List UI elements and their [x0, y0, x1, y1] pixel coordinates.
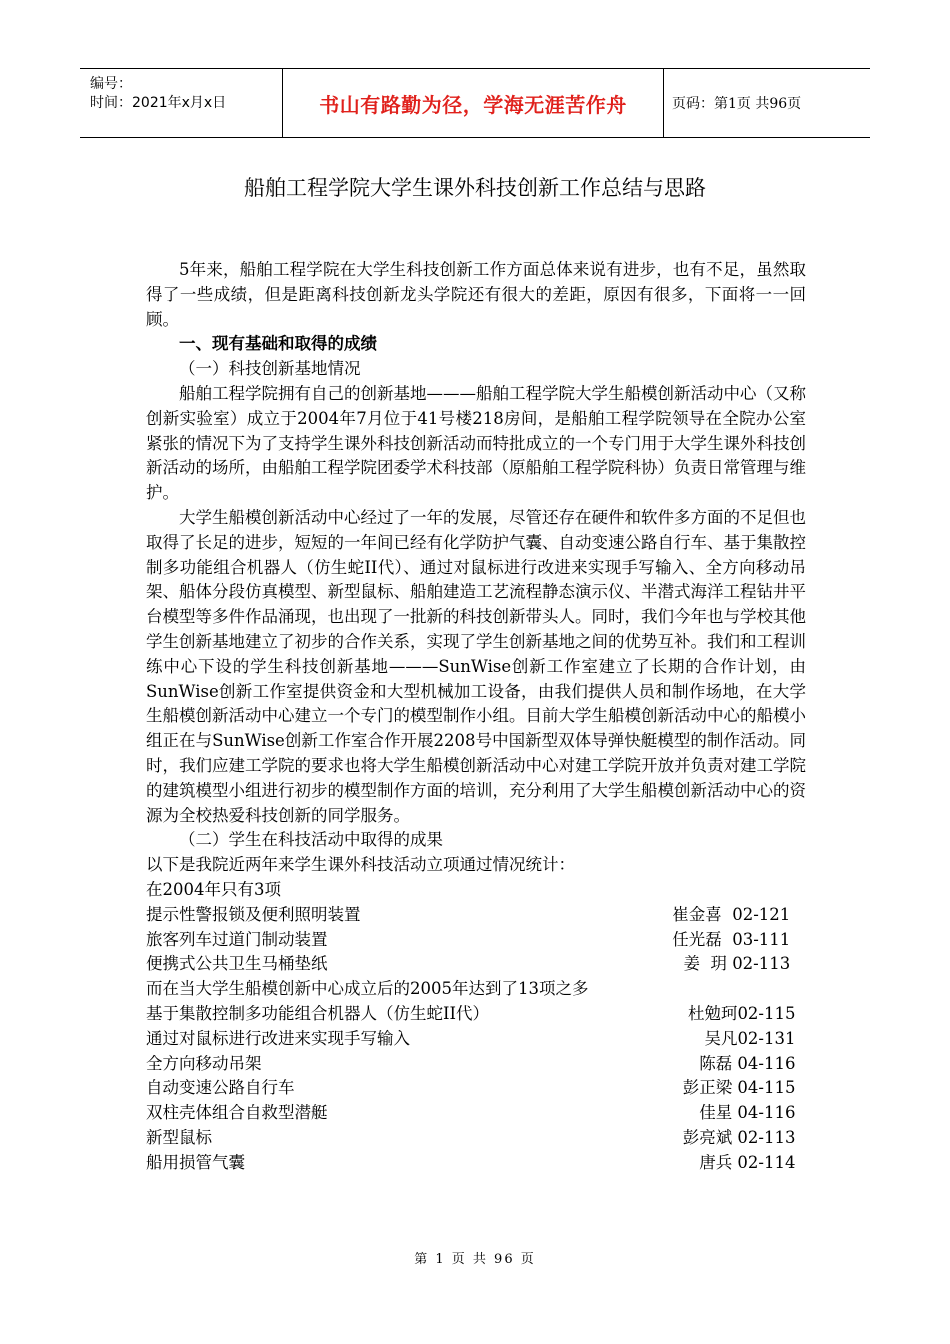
page-header — [80, 68, 870, 138]
project-owner: 佳星 04-116 — [699, 1103, 806, 1123]
project-name: 旅客列车过道门制动装置 — [146, 929, 328, 949]
project-name: 基于集散控制多功能组合机器人（仿生蛇II代） — [146, 1003, 490, 1023]
page-footer: 第 1 页 共 96 页 — [414, 1252, 536, 1267]
project-owner: 杜勉珂02-115 — [687, 1003, 806, 1023]
body-paragraph: 船舶工程学院拥有自己的创新基地———船舶工程学院大学生船模创新活动中心（又称创新实验室）成立于2004年7月位于41号楼218房间，是船舶工程学院领导在全院办公室紧张的情况下为了支持学生课外科技创新活动而特批成立的一个专门用于大学生课外科技创新活动的场所，由船舶工程学院团委学术科技部（原船舶工程学院科协）负责日常管理与维护。 — [146, 383, 806, 503]
header-page-info: 页码：第1页 共96页 — [672, 96, 802, 112]
subsection-heading: （一）科技创新基地情况 — [179, 359, 361, 379]
project-row — [146, 928, 806, 953]
year-2004-summary: 在2004年只有3项 — [146, 879, 281, 899]
project-owner: 彭正梁 04-115 — [682, 1078, 806, 1098]
header-meta — [80, 69, 282, 137]
project-row — [146, 1076, 806, 1101]
project-name: 船用损管气囊 — [146, 1152, 245, 1172]
project-name: 自动变速公路自行车 — [146, 1078, 295, 1098]
section-heading: 一、现有基础和取得的成绩 — [179, 334, 377, 354]
project-row — [146, 1052, 806, 1077]
document-number-label: 编号： — [90, 76, 132, 92]
stats-intro: 以下是我院近两年来学生课外科技活动立项通过情况统计： — [146, 855, 575, 875]
header-motto: 书山有路勤为径，学海无涯苦作舟 — [282, 69, 664, 137]
project-name: 新型鼠标 — [146, 1127, 212, 1147]
project-owner: 崔金喜 02-121 — [672, 904, 806, 924]
project-row — [146, 1002, 806, 1027]
subsection-heading: （二）学生在科技活动中取得的成果 — [179, 830, 443, 850]
project-name: 通过对鼠标进行改进来实现手写输入 — [146, 1028, 410, 1048]
project-row — [146, 1101, 806, 1126]
project-row — [146, 1151, 806, 1176]
document-body — [146, 258, 806, 1175]
project-name: 全方向移动吊架 — [146, 1053, 262, 1073]
document-title: 船舶工程学院大学生课外科技创新工作总结与思路 — [244, 176, 706, 200]
project-owner: 吴凡02-131 — [704, 1028, 806, 1048]
project-owner: 任光磊 03-111 — [672, 929, 806, 949]
project-owner: 陈磊 04-116 — [699, 1053, 806, 1073]
year-2005-summary: 而在当大学生船模创新中心成立后的2005年达到了13项之多 — [146, 979, 589, 999]
document-date-label: 时间：2021年x月x日 — [90, 95, 227, 111]
intro-paragraph: 5年来，船舶工程学院在大学生科技创新工作方面总体来说有进步，也有不足，虽然取得了一些成绩，但是距离科技创新龙头学院还有很大的差距，原因有很多，下面将一一回顾。 — [146, 260, 806, 329]
project-owner: 姜 玥 02-113 — [683, 954, 806, 974]
project-row — [146, 1126, 806, 1151]
project-owner: 彭亮斌 02-113 — [682, 1127, 806, 1147]
project-row — [146, 903, 806, 928]
project-name: 双柱壳体组合自救型潜艇 — [146, 1103, 328, 1123]
body-paragraph: 大学生船模创新活动中心经过了一年的发展，尽管还存在硬件和软件多方面的不足但也取得了长足的进步，短短的一年间已经有化学防护气囊、自动变速公路自行车、基于集散控制多功能组合机器人（仿生蛇II代）、通过对鼠标进行改进来实现手写输入、全方向移动吊架、船体分段仿真模型、新型鼠标、船舶建造工艺流程静态演示仪、半潜式海洋工程钻井平台模型等多件作品涌现，也出现了一批新的科技创新带头人。同时，我们今年也与学校其他学生创新基地建立了初步的合作关系，实现了学生创新基地之间的优势互补。我们和工程训练中心下设的学生科技创新基地———SunWise创新工作室建立了长期的合作计划，由SunWise创新工作室提供资金和大型机械加工设备，由我们提供人员和制作场地，在大学生船模创新活动中心建立一个专门的模型制作小组。目前大学生船模创新活动中心的船模小组正在与SunWise创新工作室合作开展2208号中国新型双体导弹快艇模型的制作活动。同时，我们应建工学院的要求也将大学生船模创新活动中心对建工学院开放并负责对建工学院的建筑模型小组进行初步的模型制作方面的培训，充分利用了大学生船模创新活动中心的资源为全校热爱科技创新的同学服务。 — [146, 507, 806, 825]
project-owner: 唐兵 02-114 — [699, 1152, 806, 1172]
project-row — [146, 952, 806, 977]
project-name: 提示性警报锁及便利照明装置 — [146, 904, 361, 924]
project-name: 便携式公共卫生马桶垫纸 — [146, 954, 328, 974]
project-row — [146, 1027, 806, 1052]
